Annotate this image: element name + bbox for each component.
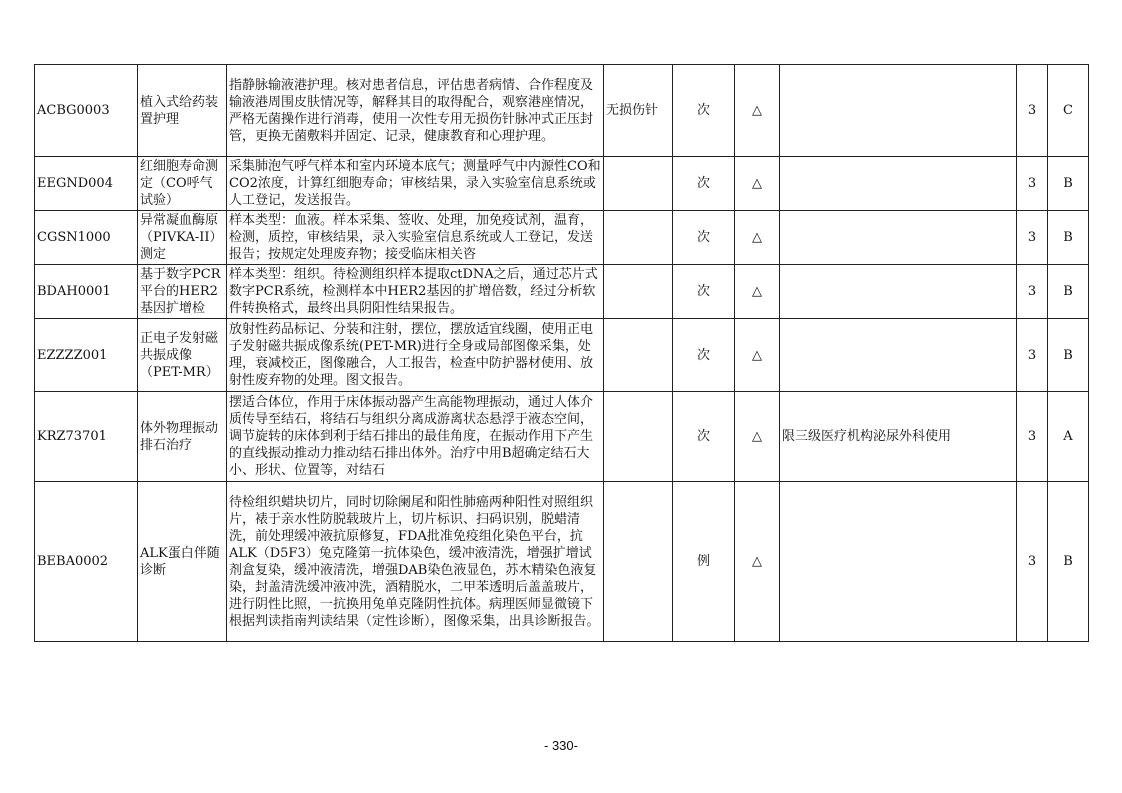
item-code: CGSN1000 xyxy=(35,211,138,265)
table-row xyxy=(35,211,1089,265)
triangle-mark: △ xyxy=(735,211,780,265)
excluded-content xyxy=(604,319,673,392)
item-code: KRZ73701 xyxy=(35,392,138,482)
level: 3 xyxy=(1017,157,1048,211)
table-row xyxy=(35,392,1089,482)
category: B xyxy=(1048,319,1089,392)
item-description: 采集肺泡气呼气样本和室内环境本底气；测量呼气中内源性CO和CO2浓度，计算红细胞寿命；审核结果，录入实验室信息系统或人工登记，发送报告。 xyxy=(227,157,604,211)
item-code: BEBA0002 xyxy=(35,482,138,642)
triangle-mark: △ xyxy=(735,157,780,211)
note xyxy=(780,265,1017,319)
unit: 次 xyxy=(673,211,735,265)
item-code: EEGND004 xyxy=(35,157,138,211)
page-number: - 330- xyxy=(544,738,578,753)
table-row xyxy=(35,482,1089,642)
category: C xyxy=(1048,65,1089,157)
level: 3 xyxy=(1017,65,1048,157)
unit: 次 xyxy=(673,319,735,392)
level: 3 xyxy=(1017,392,1048,482)
unit: 次 xyxy=(673,392,735,482)
unit: 例 xyxy=(673,482,735,642)
category: B xyxy=(1048,157,1089,211)
triangle-mark: △ xyxy=(735,65,780,157)
category: A xyxy=(1048,392,1089,482)
category: B xyxy=(1048,265,1089,319)
item-description: 放射性药品标记、分装和注射，摆位，摆放适宜线圈，使用正电子发射磁共振成像系统(PET-MR)进行全身或局部图像采集，处理，衰减校正，图像融合，人工报告，检查中防护器材使用、放射性废弃物的处理。图文报告。 xyxy=(227,319,604,392)
item-description: 指静脉输液港护理。核对患者信息，评估患者病情、合作程度及输液港周围皮肤情况等，解释其目的取得配合，观察港座情况，严格无菌操作进行消毒，使用一次性专用无损伤针脉冲式正压封管，更换无菌敷料并固定、记录，健康教育和心理护理。 xyxy=(227,65,604,157)
level: 3 xyxy=(1017,319,1048,392)
triangle-mark: △ xyxy=(735,392,780,482)
triangle-mark: △ xyxy=(735,265,780,319)
excluded-content xyxy=(604,482,673,642)
note xyxy=(780,319,1017,392)
item-code: EZZZZ001 xyxy=(35,319,138,392)
item-code: BDAH0001 xyxy=(35,265,138,319)
item-name: 正电子发射磁共振成像（PET-MR） xyxy=(138,319,227,392)
table-row xyxy=(35,319,1089,392)
table-row xyxy=(35,65,1089,157)
item-name: 异常凝血酶原（PIVKA-II）测定 xyxy=(138,211,227,265)
item-description: 样本类型：血液。样本采集、签收、处理，加免疫试剂，温育，检测，质控，审核结果，录入实验室信息系统或人工登记，发送报告；按规定处理废弃物；接受临床相关咨 xyxy=(227,211,604,265)
item-code: ACBG0003 xyxy=(35,65,138,157)
level: 3 xyxy=(1017,265,1048,319)
item-name: ALK蛋白伴随诊断 xyxy=(138,482,227,642)
category: B xyxy=(1048,482,1089,642)
item-name: 红细胞寿命测定（CO呼气试验） xyxy=(138,157,227,211)
item-name: 体外物理振动排石治疗 xyxy=(138,392,227,482)
item-description: 样本类型：组织。待检测组织样本提取ctDNA之后，通过芯片式数字PCR系统，检测样本中HER2基因的扩增倍数，经过分析软件转换格式，最终出具阴阳性结果报告。 xyxy=(227,265,604,319)
category: B xyxy=(1048,211,1089,265)
unit: 次 xyxy=(673,65,735,157)
triangle-mark: △ xyxy=(735,319,780,392)
item-description: 待检组织蜡块切片，同时切除阑尾和阳性肺癌两种阳性对照组织片，裱于亲水性防脱载玻片上，切片标识、扫码识别，脱蜡清洗，前处理缓冲液抗原修复，FDA批准免疫组化染色平台，抗ALK（D5F3）兔克隆第一抗体染色，缓冲液清洗，增强扩增试剂盒复染，缓冲液清洗，增强DAB染色液显色，苏木精染色液复染，封盖清洗缓冲液冲洗，酒精脱水，二甲苯透明后盖盖玻片，进行阴性比照，一抗换用兔单克隆阴性抗体。病理医师显微镜下根据判读指南判读结果（定性诊断），图像采集，出具诊断报告。 xyxy=(227,482,604,642)
excluded-content xyxy=(604,265,673,319)
note xyxy=(780,157,1017,211)
excluded-content: 无损伤针 xyxy=(604,65,673,157)
level: 3 xyxy=(1017,211,1048,265)
item-name: 植入式给药装置护理 xyxy=(138,65,227,157)
item-description: 摆适合体位，作用于床体振动器产生高能物理振动，通过人体介质传导至结石，将结石与组织分离成游离状态悬浮于液态空间，调节旋转的床体到利于结石排出的最佳角度，在振动作用下产生的直线振动推动力推动结石排出体外。治疗中用B超确定结石大小、形状、位置等，对结石 xyxy=(227,392,604,482)
item-name: 基于数字PCR平台的HER2基因扩增检 xyxy=(138,265,227,319)
triangle-mark: △ xyxy=(735,482,780,642)
excluded-content xyxy=(604,211,673,265)
excluded-content xyxy=(604,392,673,482)
note xyxy=(780,65,1017,157)
table-row xyxy=(35,265,1089,319)
note: 限三级医疗机构泌尿外科使用 xyxy=(780,392,1017,482)
pricing-table xyxy=(34,64,1089,642)
unit: 次 xyxy=(673,157,735,211)
unit: 次 xyxy=(673,265,735,319)
excluded-content xyxy=(604,157,673,211)
note xyxy=(780,482,1017,642)
level: 3 xyxy=(1017,482,1048,642)
note xyxy=(780,211,1017,265)
table-row xyxy=(35,157,1089,211)
